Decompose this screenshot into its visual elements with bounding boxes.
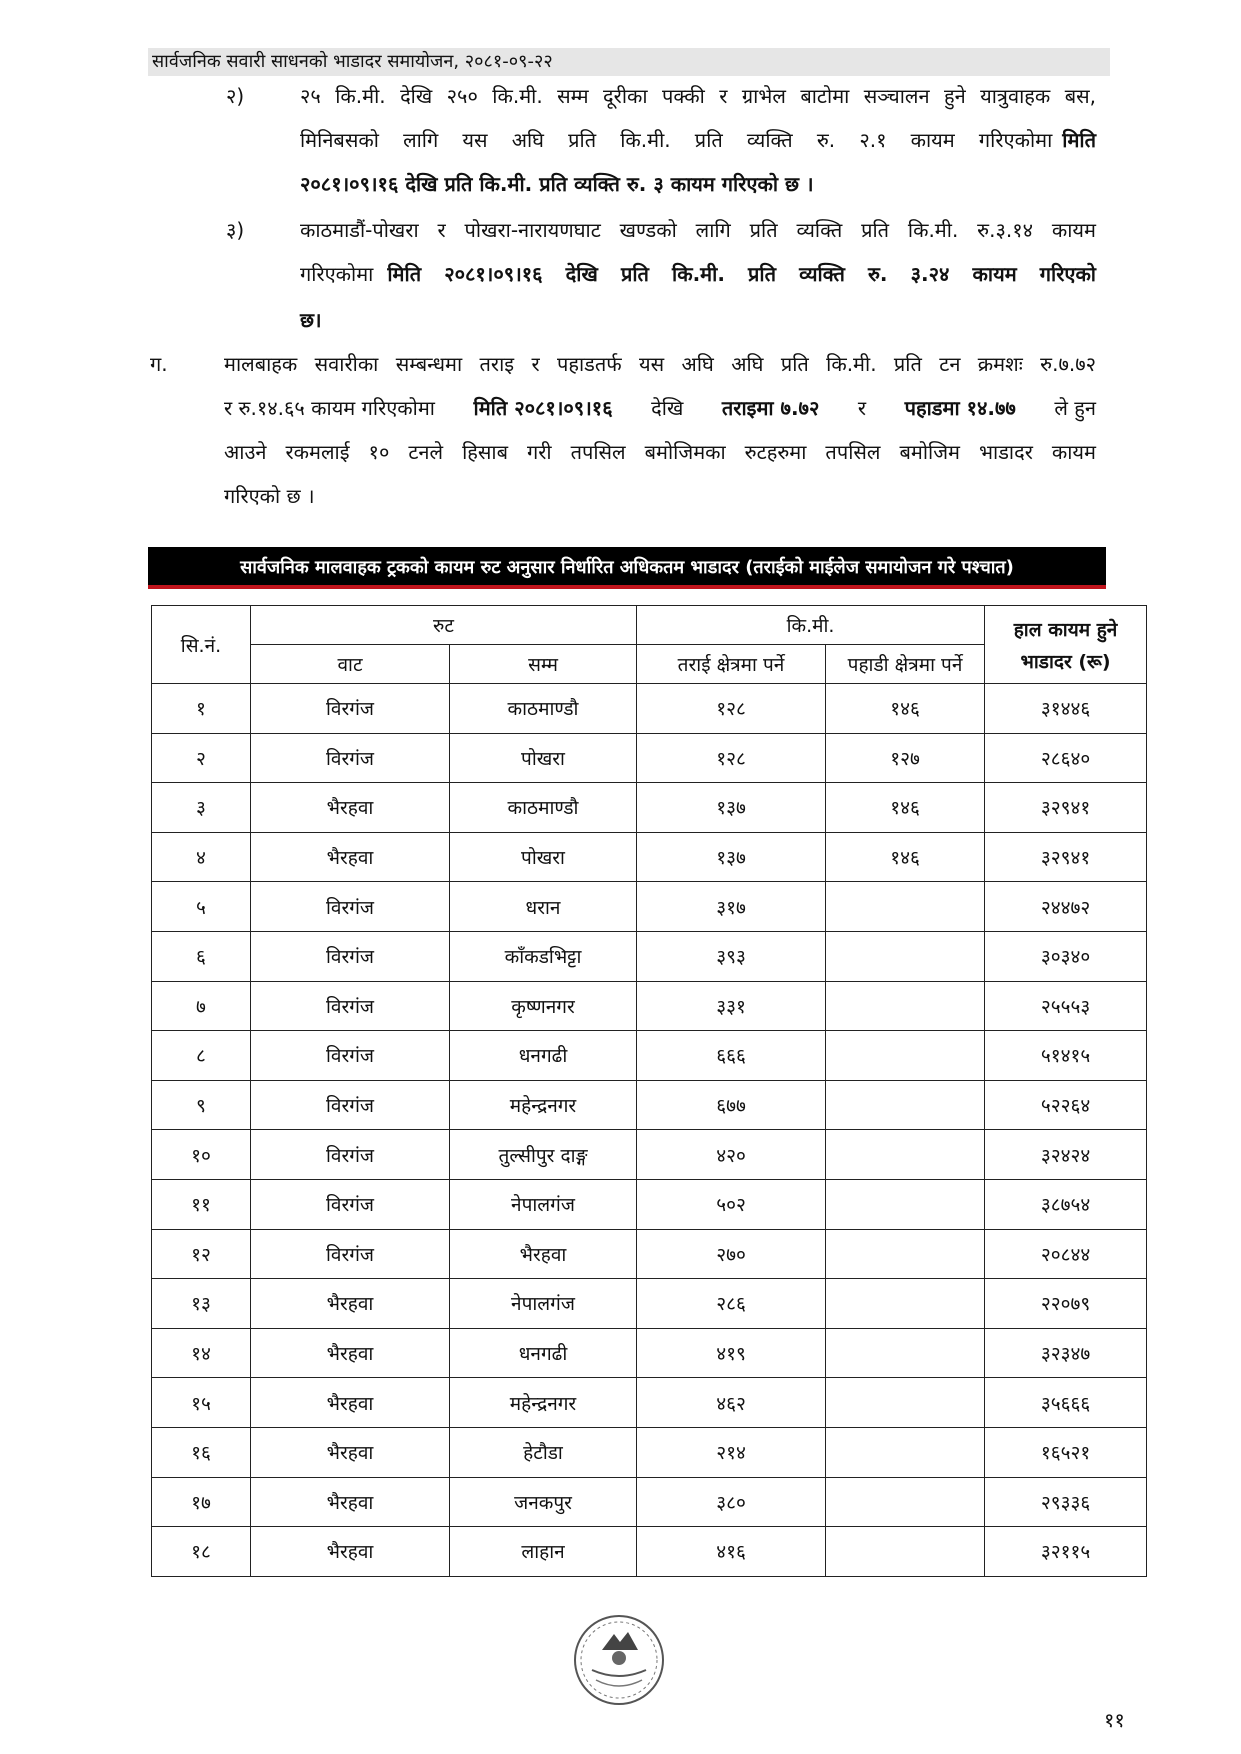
cell-terai-km: ६६६	[637, 1031, 826, 1081]
item-3-line-3: छ।	[300, 308, 322, 332]
line-2-bold-terai: तराइमा ७.७२	[721, 396, 820, 420]
table-title-banner: सार्वजनिक मालवाहक ट्रकको कायम रुट अनुसार निर्धारित अधिकतम भाडादर (तराईको माईलेज समायोजन गरे पश्चात)	[148, 547, 1106, 589]
cell-fare: ५१४१५	[985, 1031, 1147, 1081]
section-label: ग.	[150, 352, 168, 376]
cell-fare: १६५२१	[985, 1427, 1147, 1477]
cell-fare: २२०७९	[985, 1279, 1147, 1329]
cell-terai-km: २१४	[637, 1427, 826, 1477]
cell-from: भैरहवा	[251, 1427, 450, 1477]
item-2-line-1: २५ कि.मी. देखि २५० कि.मी. सम्म दूरीका पक्की र ग्राभेल बाटोमा सञ्चालन हुने यात्रुवाहक बस,	[300, 84, 1096, 108]
table-row	[152, 684, 1147, 734]
table-row	[152, 733, 1147, 783]
cell-terai-km: ४२०	[637, 1130, 826, 1180]
table-row	[152, 931, 1147, 981]
cell-fare: २८६४०	[985, 733, 1147, 783]
section-ga-line-2	[224, 394, 1096, 421]
item-2-line-2-bold: मिति	[1062, 128, 1096, 152]
cell-terai-km: १२८	[637, 684, 826, 734]
header-from: वाट	[251, 645, 450, 684]
page-number: ११	[1104, 1708, 1125, 1732]
fare-table-body	[152, 684, 1147, 1577]
cell-fare: २५५५३	[985, 981, 1147, 1031]
cell-hill-km	[826, 1031, 985, 1081]
line-2-part: ले हुन	[1054, 396, 1096, 420]
cell-fare: ३२९४१	[985, 783, 1147, 833]
cell-from: भैरहवा	[251, 1378, 450, 1428]
cell-sn: २	[152, 733, 251, 783]
item-3-line-1: काठमाडौं-पोखरा र पोखरा-नारायणघाट खण्डको लागि प्रति व्यक्ति प्रति कि.मी. रु.३.१४ कायम	[300, 218, 1096, 242]
cell-sn: ८	[152, 1031, 251, 1081]
cell-terai-km: २८६	[637, 1279, 826, 1329]
cell-fare: २४४७२	[985, 882, 1147, 932]
table-row	[152, 783, 1147, 833]
item-3-line-2	[300, 260, 1096, 287]
item-2-line-3: २०८१।०९।१६ देखि प्रति कि.मी. प्रति व्यक्ति रु. ३ कायम गरिएको छ ।	[300, 172, 814, 196]
item-number: २)	[226, 84, 245, 108]
table-row	[152, 1477, 1147, 1527]
cell-from: विरगंज	[251, 981, 450, 1031]
cell-terai-km: ३९३	[637, 931, 826, 981]
cell-terai-km: ५०२	[637, 1179, 826, 1229]
cell-fare: ५२२६४	[985, 1080, 1147, 1130]
line-2-bold-hill: पहाडमा १४.७७	[904, 396, 1016, 420]
cell-from: भैरहवा	[251, 1527, 450, 1577]
fare-table	[151, 605, 1147, 1577]
header-km: कि.मी.	[637, 606, 985, 645]
cell-from: विरगंज	[251, 882, 450, 932]
cell-terai-km: २७०	[637, 1229, 826, 1279]
section-ga-line-3: आउने रकमलाई १० टनले हिसाब गरी तपसिल बमोजिमका रुटहरुमा तपसिल बमोजिम भाडादर कायम	[224, 440, 1096, 464]
header-to: सम्म	[450, 645, 637, 684]
cell-from: विरगंज	[251, 1031, 450, 1081]
cell-to: पोखरा	[450, 832, 637, 882]
cell-from: विरगंज	[251, 1130, 450, 1180]
table-row	[152, 1179, 1147, 1229]
table-row	[152, 1527, 1147, 1577]
item-2-line-2	[300, 126, 1096, 153]
cell-sn: ११	[152, 1179, 251, 1229]
cell-hill-km	[826, 931, 985, 981]
cell-sn: १५	[152, 1378, 251, 1428]
cell-from: विरगंज	[251, 1080, 450, 1130]
cell-hill-km	[826, 882, 985, 932]
header-sn: सि.नं.	[152, 606, 251, 684]
cell-to: लाहान	[450, 1527, 637, 1577]
cell-from: भैरहवा	[251, 1279, 450, 1329]
cell-hill-km: १४६	[826, 832, 985, 882]
section-ga-line-1: मालबाहक सवारीका सम्बन्धमा तराइ र पहाडतर्फ यस अघि अघि प्रति कि.मी. प्रति टन क्रमशः रु.७.७२	[224, 352, 1096, 376]
cell-hill-km	[826, 1328, 985, 1378]
header-terai: तराई क्षेत्रमा पर्ने	[637, 645, 826, 684]
cell-to: जनकपुर	[450, 1477, 637, 1527]
cell-from: भैरहवा	[251, 832, 450, 882]
cell-terai-km: ३८०	[637, 1477, 826, 1527]
cell-sn: १६	[152, 1427, 251, 1477]
cell-terai-km: १२८	[637, 733, 826, 783]
cell-to: भैरहवा	[450, 1229, 637, 1279]
cell-from: भैरहवा	[251, 783, 450, 833]
cell-hill-km	[826, 1229, 985, 1279]
table-row	[152, 882, 1147, 932]
cell-sn: १४	[152, 1328, 251, 1378]
cell-from: विरगंज	[251, 931, 450, 981]
table-row	[152, 1378, 1147, 1428]
cell-sn: ४	[152, 832, 251, 882]
cell-fare: २९३३६	[985, 1477, 1147, 1527]
cell-sn: ६	[152, 931, 251, 981]
cell-terai-km: ४६२	[637, 1378, 826, 1428]
cell-sn: ९	[152, 1080, 251, 1130]
cell-hill-km	[826, 1080, 985, 1130]
cell-hill-km: १४६	[826, 783, 985, 833]
cell-terai-km: १३७	[637, 832, 826, 882]
table-row	[152, 1080, 1147, 1130]
cell-terai-km: ४१६	[637, 1527, 826, 1577]
line-2-part: र रु.१४.६५ कायम गरिएकोमा	[224, 396, 435, 420]
table-row	[152, 832, 1147, 882]
cell-to: धरान	[450, 882, 637, 932]
official-seal-icon	[562, 1610, 676, 1710]
cell-to: पोखरा	[450, 733, 637, 783]
cell-fare: ३०३४०	[985, 931, 1147, 981]
item-2-line-2-text: मिनिबसको लागि यस अघि प्रति कि.मी. प्रति व्यक्ति रु. २.१ कायम गरिएकोमा	[300, 128, 1053, 152]
table-row	[152, 1031, 1147, 1081]
cell-terai-km: ३१७	[637, 882, 826, 932]
line-2-part: र	[857, 396, 867, 420]
cell-to: कृष्णनगर	[450, 981, 637, 1031]
cell-hill-km	[826, 1427, 985, 1477]
cell-from: विरगंज	[251, 684, 450, 734]
cell-sn: ३	[152, 783, 251, 833]
cell-sn: ७	[152, 981, 251, 1031]
table-row	[152, 1328, 1147, 1378]
cell-hill-km	[826, 1130, 985, 1180]
cell-to: धनगढी	[450, 1031, 637, 1081]
header-route: रुट	[251, 606, 637, 645]
header-fare	[985, 606, 1147, 684]
cell-sn: १०	[152, 1130, 251, 1180]
header-fare-line-1: हाल कायम हुने	[1013, 618, 1118, 641]
item-3-line-2-bold: मिति २०८१।०९।१६ देखि प्रति कि.मी. प्रति व्यक्ति रु. ३.२४ कायम गरिएको	[387, 262, 1096, 286]
cell-to: नेपालगंज	[450, 1179, 637, 1229]
cell-from: भैरहवा	[251, 1477, 450, 1527]
cell-to: काठमाण्डौ	[450, 783, 637, 833]
cell-to: महेन्द्रनगर	[450, 1080, 637, 1130]
cell-hill-km	[826, 1378, 985, 1428]
cell-hill-km: १२७	[826, 733, 985, 783]
section-ga-line-4: गरिएको छ ।	[224, 484, 315, 508]
cell-to: नेपालगंज	[450, 1279, 637, 1329]
item-3-line-2-text: गरिएकोमा	[300, 262, 374, 286]
cell-hill-km: १४६	[826, 684, 985, 734]
cell-terai-km: ६७७	[637, 1080, 826, 1130]
table-row	[152, 1229, 1147, 1279]
cell-sn: १८	[152, 1527, 251, 1577]
cell-terai-km: ४१९	[637, 1328, 826, 1378]
table-row	[152, 1279, 1147, 1329]
cell-to: हेटौडा	[450, 1427, 637, 1477]
cell-fare: ३१४४६	[985, 684, 1147, 734]
cell-hill-km	[826, 1179, 985, 1229]
page-header: सार्वजनिक सवारी साधनको भाडादर समायोजन, २०८१-०९-२२	[148, 48, 1110, 76]
line-2-part: देखि	[651, 396, 684, 420]
table-row	[152, 1427, 1147, 1477]
cell-sn: १३	[152, 1279, 251, 1329]
cell-fare: ३२११५	[985, 1527, 1147, 1577]
cell-terai-km: १३७	[637, 783, 826, 833]
cell-fare: ३२३४७	[985, 1328, 1147, 1378]
cell-to: काँकडभिट्टा	[450, 931, 637, 981]
line-2-bold-date: मिति २०८१।०९।१६	[473, 396, 613, 420]
cell-hill-km	[826, 1477, 985, 1527]
cell-to: धनगढी	[450, 1328, 637, 1378]
cell-sn: १७	[152, 1477, 251, 1527]
cell-hill-km	[826, 1527, 985, 1577]
cell-hill-km	[826, 1279, 985, 1329]
item-number: ३)	[226, 218, 245, 242]
header-fare-line-2: भाडादर (रू)	[1020, 650, 1111, 673]
cell-fare: २०८४४	[985, 1229, 1147, 1279]
cell-fare: ३२९४१	[985, 832, 1147, 882]
cell-to: महेन्द्रनगर	[450, 1378, 637, 1428]
cell-from: विरगंज	[251, 1229, 450, 1279]
cell-sn: १२	[152, 1229, 251, 1279]
cell-hill-km	[826, 981, 985, 1031]
cell-fare: ३८७५४	[985, 1179, 1147, 1229]
cell-fare: ३२४२४	[985, 1130, 1147, 1180]
table-row	[152, 981, 1147, 1031]
table-row	[152, 1130, 1147, 1180]
cell-from: विरगंज	[251, 733, 450, 783]
cell-from: भैरहवा	[251, 1328, 450, 1378]
header-hill: पहाडी क्षेत्रमा पर्ने	[826, 645, 985, 684]
cell-sn: १	[152, 684, 251, 734]
cell-to: काठमाण्डौ	[450, 684, 637, 734]
cell-to: तुल्सीपुर दाङ्ग	[450, 1130, 637, 1180]
cell-sn: ५	[152, 882, 251, 932]
cell-terai-km: ३३१	[637, 981, 826, 1031]
cell-from: विरगंज	[251, 1179, 450, 1229]
cell-fare: ३५६६६	[985, 1378, 1147, 1428]
